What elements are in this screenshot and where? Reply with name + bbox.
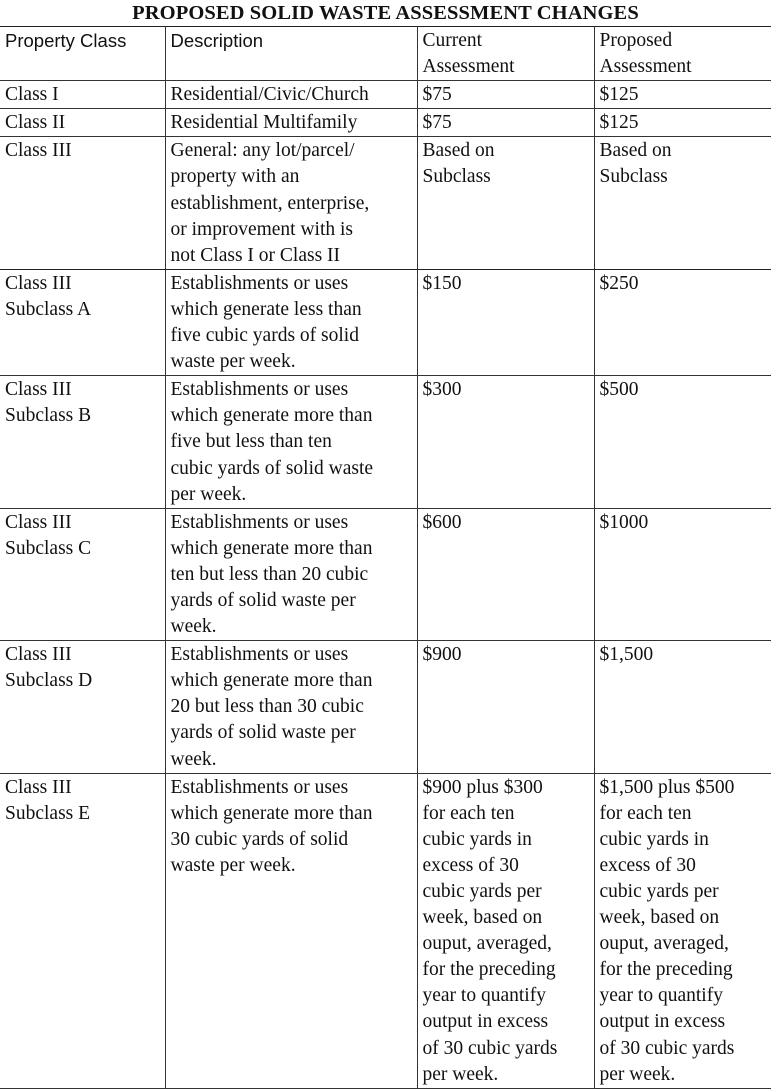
cell-proposed-assessment	[594, 773, 771, 1088]
cell-description-line: which generate more than	[171, 801, 417, 827]
cell-description-line: week.	[171, 614, 417, 640]
cell-description-line: week.	[171, 747, 417, 773]
cell-proposed-assessment	[594, 81, 771, 109]
table-body	[0, 81, 771, 1089]
cell-description	[165, 773, 417, 1088]
cell-property-class	[0, 109, 165, 137]
cell-property-class	[0, 641, 165, 773]
cell-current-assessment-line: $600	[423, 510, 594, 536]
cell-property-class-line: Class III	[5, 642, 165, 668]
cell-proposed-assessment-line: per week.	[600, 1062, 771, 1088]
table-row	[0, 376, 771, 508]
cell-description-line: which generate more than	[171, 403, 417, 429]
cell-proposed-assessment	[594, 641, 771, 773]
table-row	[0, 508, 771, 640]
cell-description-line: per week.	[171, 482, 417, 508]
cell-description-line: Residential/Civic/Church	[171, 82, 417, 108]
cell-proposed-assessment-line: $125	[600, 82, 771, 108]
table-row	[0, 137, 771, 269]
cell-proposed-assessment	[594, 137, 771, 269]
cell-current-assessment-line: Subclass	[423, 164, 594, 190]
cell-description	[165, 269, 417, 375]
cell-property-class	[0, 773, 165, 1088]
cell-description	[165, 508, 417, 640]
cell-current-assessment-line: $300	[423, 377, 594, 403]
cell-property-class	[0, 376, 165, 508]
cell-current-assessment-line: $150	[423, 271, 594, 297]
cell-proposed-assessment	[594, 269, 771, 375]
cell-description-line: which generate more than	[171, 668, 417, 694]
cell-property-class-line: Subclass E	[5, 801, 165, 827]
cell-property-class-line: Class III	[5, 775, 165, 801]
cell-current-assessment-line: for each ten	[423, 801, 594, 827]
cell-current-assessment-line: $75	[423, 110, 594, 136]
cell-property-class-line: Class III	[5, 377, 165, 403]
cell-proposed-assessment-line: output in excess	[600, 1009, 771, 1035]
cell-current-assessment-line: $900	[423, 642, 594, 668]
cell-current-assessment	[417, 508, 594, 640]
cell-proposed-assessment-line: for the preceding	[600, 957, 771, 983]
cell-current-assessment	[417, 269, 594, 375]
cell-proposed-assessment	[594, 109, 771, 137]
cell-property-class-line: Class III	[5, 271, 165, 297]
cell-description-line: 20 but less than 30 cubic	[171, 694, 417, 720]
cell-proposed-assessment-line: Subclass	[600, 164, 771, 190]
table-row	[0, 773, 771, 1088]
header-current-line: Current	[423, 28, 594, 54]
cell-current-assessment	[417, 773, 594, 1088]
header-proposed-line: Proposed	[600, 28, 771, 54]
cell-property-class	[0, 508, 165, 640]
cell-current-assessment-line: week, based on	[423, 905, 594, 931]
cell-description	[165, 81, 417, 109]
cell-description-line: Establishments or uses	[171, 271, 417, 297]
cell-proposed-assessment-line: for each ten	[600, 801, 771, 827]
cell-proposed-assessment-line: $500	[600, 377, 771, 403]
cell-description-line: property with an	[171, 164, 417, 190]
assessment-table	[0, 26, 771, 1089]
cell-property-class-line: Class III	[5, 138, 165, 164]
cell-current-assessment-line: per week.	[423, 1062, 594, 1088]
document-title: PROPOSED SOLID WASTE ASSESSMENT CHANGES	[0, 0, 771, 26]
cell-property-class	[0, 137, 165, 269]
table-row	[0, 269, 771, 375]
table-row	[0, 109, 771, 137]
cell-property-class-line: Class II	[5, 110, 165, 136]
cell-proposed-assessment-line: $125	[600, 110, 771, 136]
cell-current-assessment-line: of 30 cubic yards	[423, 1036, 594, 1062]
cell-property-class-line: Class III	[5, 510, 165, 536]
cell-proposed-assessment-line: cubic yards per	[600, 879, 771, 905]
cell-description-line: yards of solid waste per	[171, 588, 417, 614]
cell-description-line: 30 cubic yards of solid	[171, 827, 417, 853]
cell-property-class-line: Subclass D	[5, 668, 165, 694]
cell-proposed-assessment-line: $1,500 plus $500	[600, 775, 771, 801]
cell-description-line: Establishments or uses	[171, 775, 417, 801]
header-property-class-label: Property Class	[5, 28, 165, 54]
cell-description	[165, 376, 417, 508]
cell-current-assessment-line: year to quantify	[423, 983, 594, 1009]
cell-description-line: which generate less than	[171, 297, 417, 323]
header-proposed-line: Assessment	[600, 54, 771, 80]
cell-description	[165, 109, 417, 137]
cell-current-assessment-line: for the preceding	[423, 957, 594, 983]
cell-current-assessment-line: cubic yards in	[423, 827, 594, 853]
table-row	[0, 641, 771, 773]
table-row	[0, 81, 771, 109]
cell-description-line: yards of solid waste per	[171, 720, 417, 746]
cell-property-class-line: Class I	[5, 82, 165, 108]
cell-current-assessment-line: output in excess	[423, 1009, 594, 1035]
cell-property-class-line: Subclass B	[5, 403, 165, 429]
cell-current-assessment	[417, 137, 594, 269]
cell-proposed-assessment-line: week, based on	[600, 905, 771, 931]
cell-description-line: establishment, enterprise,	[171, 191, 417, 217]
cell-description-line: ten but less than 20 cubic	[171, 562, 417, 588]
header-description-label: Description	[171, 28, 417, 54]
cell-proposed-assessment-line: ouput, averaged,	[600, 931, 771, 957]
cell-description-line: Establishments or uses	[171, 377, 417, 403]
cell-current-assessment-line: Based on	[423, 138, 594, 164]
cell-current-assessment-line: $75	[423, 82, 594, 108]
cell-proposed-assessment-line: of 30 cubic yards	[600, 1036, 771, 1062]
cell-proposed-assessment-line: cubic yards in	[600, 827, 771, 853]
cell-description-line: which generate more than	[171, 536, 417, 562]
cell-description-line: waste per week.	[171, 349, 417, 375]
header-property-class	[0, 27, 165, 81]
cell-current-assessment-line: cubic yards per	[423, 879, 594, 905]
cell-description-line: five cubic yards of solid	[171, 323, 417, 349]
cell-proposed-assessment-line: Based on	[600, 138, 771, 164]
cell-current-assessment-line: excess of 30	[423, 853, 594, 879]
cell-property-class	[0, 81, 165, 109]
cell-description-line: cubic yards of solid waste	[171, 456, 417, 482]
cell-current-assessment-line: ouput, averaged,	[423, 931, 594, 957]
cell-description-line: Establishments or uses	[171, 642, 417, 668]
header-current-assessment	[417, 27, 594, 81]
cell-property-class	[0, 269, 165, 375]
header-proposed-assessment	[594, 27, 771, 81]
cell-property-class-line: Subclass A	[5, 297, 165, 323]
cell-description-line: not Class I or Class II	[171, 243, 417, 269]
table-header-row	[0, 27, 771, 81]
cell-property-class-line: Subclass C	[5, 536, 165, 562]
cell-proposed-assessment-line: $250	[600, 271, 771, 297]
header-current-line: Assessment	[423, 54, 594, 80]
cell-proposed-assessment	[594, 508, 771, 640]
cell-current-assessment	[417, 376, 594, 508]
cell-description-line: Residential Multifamily	[171, 110, 417, 136]
cell-description-line: five but less than ten	[171, 429, 417, 455]
cell-current-assessment	[417, 109, 594, 137]
cell-description-line: Establishments or uses	[171, 510, 417, 536]
header-description	[165, 27, 417, 81]
cell-proposed-assessment-line: $1,500	[600, 642, 771, 668]
cell-current-assessment	[417, 81, 594, 109]
cell-proposed-assessment-line: $1000	[600, 510, 771, 536]
cell-proposed-assessment-line: year to quantify	[600, 983, 771, 1009]
cell-description-line: General: any lot/parcel/	[171, 138, 417, 164]
cell-proposed-assessment-line: excess of 30	[600, 853, 771, 879]
cell-description-line: or improvement with is	[171, 217, 417, 243]
cell-description	[165, 641, 417, 773]
cell-proposed-assessment	[594, 376, 771, 508]
cell-description-line: waste per week.	[171, 853, 417, 879]
cell-current-assessment-line: $900 plus $300	[423, 775, 594, 801]
cell-current-assessment	[417, 641, 594, 773]
cell-description	[165, 137, 417, 269]
